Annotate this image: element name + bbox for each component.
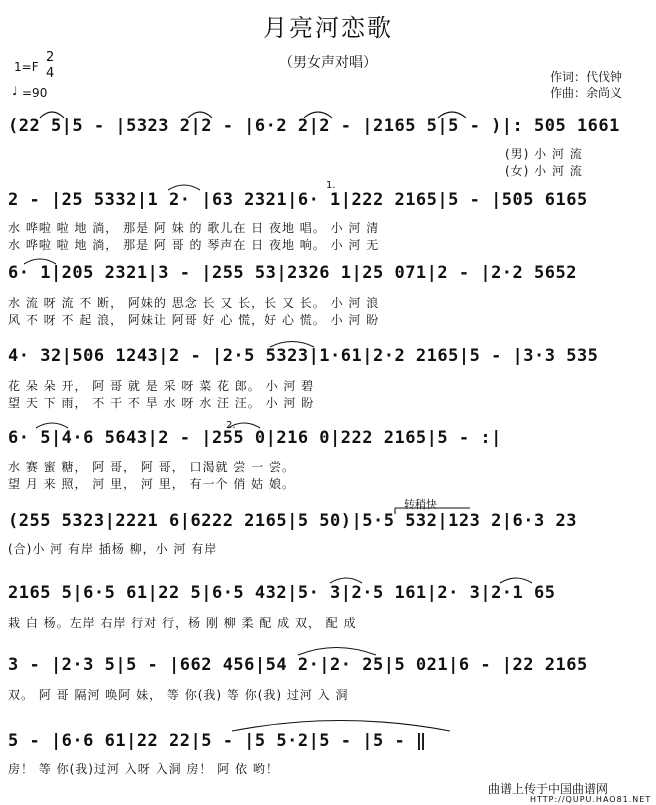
volta-1-mark: 1. bbox=[326, 180, 336, 191]
lyric-line-3b: 风 不 呀 不 起 浪， 阿妹让 阿哥 好 心 慌，好 心 慌。 小 河 盼 bbox=[8, 313, 380, 327]
song-title: 月亮河恋歌 bbox=[263, 14, 393, 42]
slur-mark bbox=[232, 721, 450, 732]
lyric-line-1a: (男) 小 河 流 bbox=[505, 147, 583, 161]
notation-line-4: 4· 32|506 1243|2 - |2·5 5323|1·61|2·2 2165|5 - |3·3 535 bbox=[8, 346, 599, 366]
lyric-line-9: 房！ 等 你(我)过河 入呀 入洞 房！ 阿 依 哟！ bbox=[8, 762, 279, 776]
lyric-line-2a: 水 哗啦 啦 地 淌， 那是 阿 妹 的 歌儿在 日 夜地 唱。 小 河 清 bbox=[8, 221, 380, 235]
tempo-marking: =90 bbox=[22, 86, 48, 100]
lyric-line-4a: 花 朵 朵 开， 阿 哥 就 是 采 呀 菜 花 郎。 小 河 碧 bbox=[8, 379, 315, 393]
slur-mark bbox=[330, 578, 362, 583]
lyric-line-5b: 望 月 来 照， 河 里， 河 里， 有一个 俏 姑 娘。 bbox=[8, 477, 295, 491]
notation-line-3: 6· 1|205 2321|3 - |255 53|2326 1|25 071|2 - |2·2 5652 bbox=[8, 263, 577, 283]
slur-mark bbox=[304, 112, 332, 118]
lyric-line-8: 双。 阿 哥 隔河 唤阿 妹， 等 你(我) 等 你(我) 过河 入 洞 bbox=[8, 688, 349, 702]
notation-line-6: (255 5323|2221 6|6222 2165|5 50)|5·5 532|123 2|6·3 23 bbox=[8, 511, 577, 531]
lyric-line-5a: 水 赛 蜜 糖， 阿 哥， 阿 哥， 口渴就 尝 一 尝。 bbox=[8, 460, 295, 474]
time-denominator: 4 bbox=[46, 66, 55, 81]
lyric-line-7: 栽 白 杨。左岸 右岸 行对 行，杨 刚 柳 柔 配 成 双， 配 成 bbox=[8, 616, 357, 630]
notation-line-5: 6· 5|4·6 5643|2 - |255 0|216 0|222 2165|5 - :| bbox=[8, 428, 502, 448]
slur-mark bbox=[270, 342, 314, 348]
slur-mark bbox=[228, 423, 260, 428]
lyric-line-6: (合)小 河 有岸 插杨 柳，小 河 有岸 bbox=[8, 542, 218, 556]
time-numerator: 2 bbox=[46, 50, 55, 65]
notation-line-7: 2165 5|6·5 61|22 5|6·5 432|5· 3|2·5 161|2· 3|2·1 65 bbox=[8, 583, 556, 603]
lyric-line-3a: 水 流 呀 流 不 断， 阿妹的 思念 长 又 长，长 又 长。 小 河 浪 bbox=[8, 296, 380, 310]
slur-mark bbox=[500, 578, 532, 583]
composer: 作曲：余尚义 bbox=[550, 86, 623, 100]
notation-line-9: 5 - |6·6 61|22 22|5 - |5 5·2|5 - |5 - ‖ bbox=[8, 731, 427, 751]
slur-mark bbox=[188, 112, 212, 118]
lyric-line-2b: 水 哗啦 啦 地 淌， 那是 阿 哥 的 琴声在 日 夜地 响。 小 河 无 bbox=[8, 238, 380, 252]
notation-line-8: 3 - |2·3 5|5 - |662 456|54 2·|2· 25|5 021|6 - |22 2165 bbox=[8, 655, 588, 675]
slur-mark bbox=[298, 648, 376, 656]
volta-2-mark: 2. bbox=[226, 420, 236, 431]
footer-url: HTTP://QUPU.HAO81.NET bbox=[530, 795, 652, 804]
lyricist: 作词：代伐钟 bbox=[550, 70, 623, 84]
footer-site: 曲谱上传于中国曲谱网 bbox=[488, 782, 609, 796]
tempo-note-icon: ♩ bbox=[12, 84, 18, 98]
slur-mark bbox=[40, 112, 64, 118]
slur-mark bbox=[36, 423, 68, 428]
notation-line-1: (22 5|5 - |5323 2|2 - |6·2 2|2 - |2165 5|5 - )|: 505 1661 bbox=[8, 116, 620, 136]
slur-mark bbox=[168, 185, 200, 190]
key-signature: 1=F bbox=[14, 60, 39, 74]
song-subtitle: （男女声对唱） bbox=[279, 55, 377, 71]
tempo-change-mark: 转稍快 bbox=[404, 498, 437, 511]
lyric-line-4b: 望 天 下 雨， 不 干 不 旱 水 呀 水 汪 汪。 小 河 盼 bbox=[8, 396, 315, 410]
slur-mark bbox=[438, 112, 466, 118]
lyric-line-1b: (女) 小 河 流 bbox=[505, 164, 583, 178]
slur-mark bbox=[24, 259, 56, 264]
notation-line-2: 2 - |25 5332|1 2· |63 2321|6· 1|222 2165|5 - |505 6165 bbox=[8, 190, 588, 210]
